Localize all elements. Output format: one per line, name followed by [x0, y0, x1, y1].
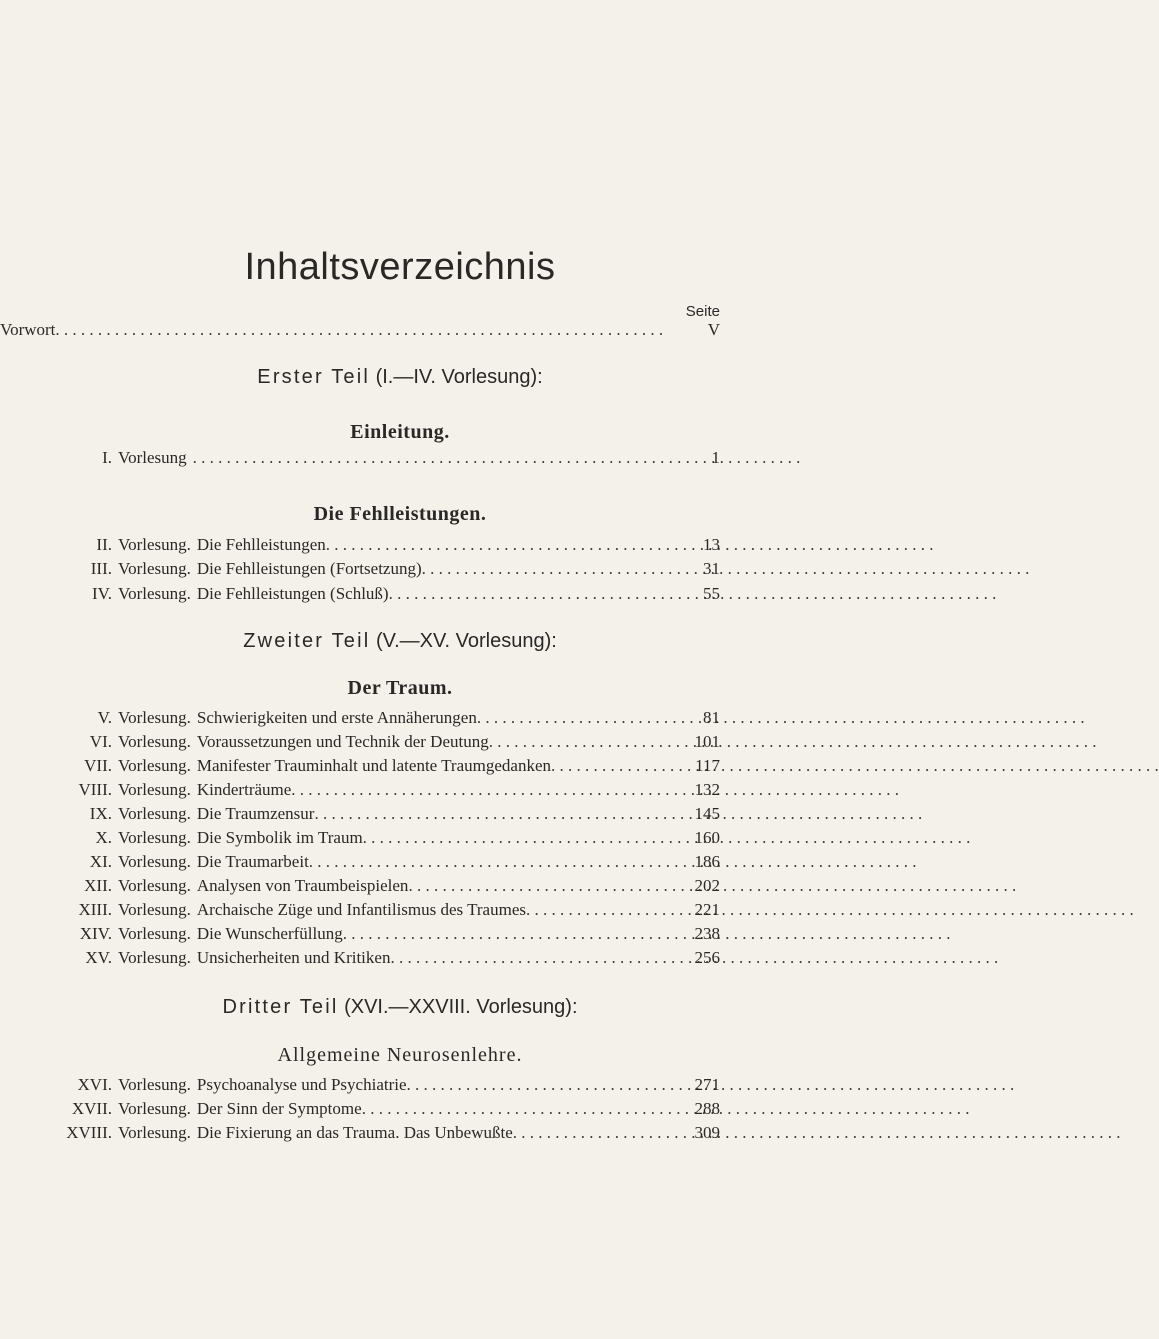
entry-title: Die Traumzensur	[196, 804, 315, 823]
toc-entry	[60, 948, 720, 970]
leader-dots	[55, 320, 680, 340]
entry-title: Schwierigkeiten und erste Annäherungen	[196, 708, 477, 727]
entry-title: Manifester Trauminhalt und latente Traumgedanken	[196, 756, 552, 775]
entry-label: Vorlesung.	[118, 804, 191, 823]
entry-title: Die Symbolik im Traum	[196, 828, 363, 847]
toc-entry-vorwort	[0, 320, 720, 342]
entry-page: 202	[694, 876, 720, 895]
entry-title: Die Traumarbeit	[196, 852, 309, 871]
toc-entry	[60, 828, 720, 850]
part-heading	[0, 996, 800, 1019]
toc-entry	[60, 535, 720, 557]
entry-label: Vorlesung.	[118, 756, 191, 775]
leader-dots	[408, 876, 680, 896]
entry-label: Vorlesung.	[118, 1075, 191, 1094]
leader-dots	[363, 828, 680, 848]
entry-number: IX.	[89, 804, 112, 823]
toc-entry	[60, 756, 720, 778]
leader-dots	[513, 1123, 680, 1143]
entry-page: 117	[695, 756, 720, 775]
toc-entry	[60, 1099, 720, 1121]
entry-label: Vorlesung.	[118, 708, 191, 727]
toc-entry	[60, 448, 720, 470]
entry-page: 221	[694, 900, 720, 919]
leader-dots	[326, 535, 680, 555]
page-title: Inhaltsverzeichnis	[244, 246, 556, 288]
entry-label: Vorlesung.	[118, 876, 191, 895]
entry-page: 81	[703, 708, 720, 727]
entry-number: II.	[96, 535, 112, 554]
entry-page: 1	[711, 448, 720, 467]
entry-number: XIV.	[79, 924, 112, 943]
entry-label: Vorlesung.	[118, 732, 191, 751]
entry-page: 145	[694, 804, 720, 823]
toc-entry	[60, 559, 720, 581]
entry-number: IV.	[92, 584, 112, 603]
entry-number: V.	[97, 708, 112, 727]
part-heading-spaced: Zweiter Teil	[243, 630, 371, 652]
leader-dots	[489, 732, 680, 752]
entry-title: Analysen von Traumbeispielen	[196, 876, 409, 895]
toc-entry	[60, 708, 720, 730]
entry-page: V	[707, 320, 720, 339]
entry-page: 132	[694, 780, 720, 799]
entry-label: Vorlesung.	[118, 900, 191, 919]
entry-title: Die Wunscherfüllung	[196, 924, 343, 943]
entry-title: Voraussetzungen und Technik der Deutung	[196, 732, 489, 751]
entry-label: Vorlesung.	[118, 1099, 191, 1118]
entry-number: XVII.	[71, 1099, 112, 1118]
leader-dots	[362, 1099, 680, 1119]
leader-dots	[389, 584, 680, 604]
leader-dots	[526, 900, 680, 920]
entry-number: XIII.	[78, 900, 112, 919]
entry-title: Die Fehlleistungen (Fortsetzung)	[196, 559, 422, 578]
entry-title: Die Fehlleistungen (Schluß)	[196, 584, 389, 603]
toc-entry	[60, 924, 720, 946]
entry-page: 31	[703, 559, 720, 578]
leader-dots	[193, 448, 680, 468]
seite-column-label: Seite	[685, 303, 720, 320]
entry-number: VIII.	[78, 780, 112, 799]
part-heading-spaced: Dritter Teil	[222, 996, 339, 1018]
entry-title: Der Sinn der Symptome	[196, 1099, 362, 1118]
entry-title: Unsicherheiten und Kritiken	[196, 948, 391, 967]
entry-page: 256	[694, 948, 720, 967]
entry-number: X.	[95, 828, 112, 847]
part-heading-rest: (XVI.—XXVIII. Vorlesung):	[344, 996, 578, 1018]
entry-page: 55	[703, 584, 720, 603]
part-heading-spaced: Erster Teil	[257, 366, 371, 388]
part-heading	[0, 630, 800, 653]
entry-page: 309	[694, 1123, 720, 1142]
entry-page: 238	[694, 924, 720, 943]
section-heading: Einleitung.	[350, 421, 450, 443]
leader-dots	[551, 756, 680, 776]
entry-number: XII.	[84, 876, 112, 895]
entry-label: Vorlesung.	[118, 780, 191, 799]
leader-dots	[407, 1075, 680, 1095]
entry-title: Vorwort	[0, 320, 56, 339]
section-heading: Allgemeine Neurosenlehre.	[277, 1044, 523, 1066]
entry-page: 160	[694, 828, 720, 847]
toc-entry	[60, 584, 720, 606]
leader-dots	[343, 924, 680, 944]
toc-entry	[60, 900, 720, 922]
entry-title: Kinderträume	[196, 780, 292, 799]
entry-number: XV.	[85, 948, 112, 967]
entry-page: 288	[694, 1099, 720, 1118]
entry-label: Vorlesung	[118, 448, 187, 467]
entry-label: Vorlesung.	[118, 828, 191, 847]
toc-entry	[60, 780, 720, 802]
leader-dots	[477, 708, 680, 728]
toc-entry	[60, 876, 720, 898]
section-heading: Die Fehlleistungen.	[313, 503, 487, 525]
entry-number: III.	[90, 559, 112, 578]
part-heading-rest: (I.—IV. Vorlesung):	[375, 366, 543, 388]
entry-number: VI.	[89, 732, 112, 751]
toc-entry	[60, 852, 720, 874]
entry-number: VII.	[84, 756, 112, 775]
entry-number: XVIII.	[66, 1123, 112, 1142]
section-heading: Der Traum.	[347, 677, 453, 699]
leader-dots	[390, 948, 680, 968]
entry-label: Vorlesung.	[118, 924, 191, 943]
entry-page: 13	[703, 535, 720, 554]
toc-entry	[60, 732, 720, 754]
entry-page: 186	[694, 852, 720, 871]
entry-label: Vorlesung.	[118, 559, 191, 578]
entry-title: Die Fehlleistungen	[196, 535, 326, 554]
entry-label: Vorlesung.	[118, 1123, 191, 1142]
entry-label: Vorlesung.	[118, 535, 191, 554]
part-heading-rest: (V.—XV. Vorlesung):	[375, 630, 557, 652]
toc-entry	[60, 804, 720, 826]
entry-number: XVI.	[77, 1075, 112, 1094]
part-heading	[0, 366, 800, 389]
toc-entry	[60, 1075, 720, 1097]
entry-page: 271	[694, 1075, 720, 1094]
toc-entry	[60, 1123, 720, 1145]
leader-dots	[309, 852, 680, 872]
entry-label: Vorlesung.	[118, 852, 191, 871]
entry-number: I.	[102, 448, 112, 467]
entry-number: XI.	[89, 852, 112, 871]
leader-dots	[422, 559, 680, 579]
entry-label: Vorlesung.	[118, 948, 191, 967]
entry-title: Die Fixierung an das Trauma. Das Unbewußte	[196, 1123, 513, 1142]
entry-title: Archaische Züge und Infantilismus des Traumes	[196, 900, 526, 919]
leader-dots	[291, 780, 680, 800]
entry-title: Psychoanalyse und Psychiatrie	[196, 1075, 407, 1094]
entry-page: 101	[694, 732, 720, 751]
leader-dots	[314, 804, 680, 824]
entry-label: Vorlesung.	[118, 584, 191, 603]
